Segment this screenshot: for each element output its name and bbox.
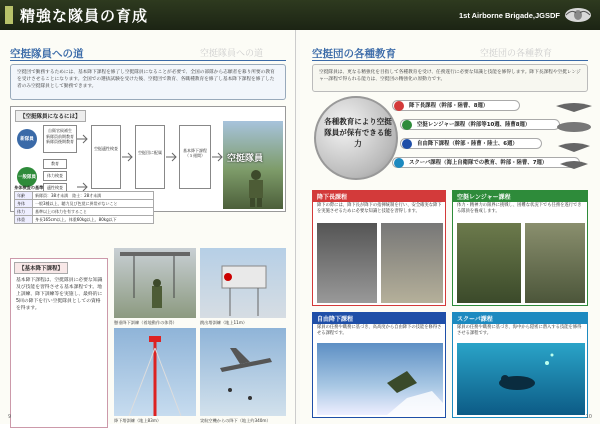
basic-course-title: 【基本降下課程】 — [14, 262, 68, 274]
new-recruit-badge: 新隊員 — [17, 129, 37, 149]
jump-tower-photo — [200, 248, 286, 318]
course-pill-scuba: スクーバ課程（海上自衛隊での教育、幹部・陸曹、7週） — [392, 157, 580, 168]
right-ghost-title: 空挺団の各種教育 — [480, 49, 553, 59]
right-page — [300, 30, 600, 424]
result-label: 空挺隊員 — [227, 154, 264, 164]
flow-aptitude-check: 空挺適性検査 — [91, 125, 121, 189]
flow-assigned: 空挺団に配属 — [135, 125, 165, 189]
course-pill-jumpmaster: 降下長課程（幹部・陸曹、8週） — [392, 100, 520, 111]
right-intro: 空挺隊員は、更なる精強化を目指して各種教育を受け、任務遂行に必要な知識と技能を修得します。降下長課程や空挺レンジャー課程で得られる能力は、空挺団の精強化の原動力です。 — [312, 64, 588, 92]
aircraft-jump-photo — [200, 328, 286, 416]
freefall-photo — [317, 343, 443, 415]
descent-tower-photo — [114, 328, 196, 416]
left-ghost-title: 空挺隊員への道 — [200, 49, 264, 59]
card-ranger: 空挺レンジャー課程 体力・精神力の限界に挑戦し、困難な状況下でも任務を遂行できる隊員を養成します。 — [452, 190, 588, 306]
caption-jump-tower: 跳出塔訓練（地上11m） — [200, 320, 248, 325]
page-title: 精強な隊員の育成 — [20, 8, 149, 25]
card-freefall: 自由降下課程 隊員の任務や職務に基づき、高高度から自由降下の技能を修得させる課程です。 — [312, 312, 446, 418]
harness-training-photo — [114, 248, 196, 318]
header-accent — [5, 6, 13, 24]
flow-basic-course: 基本降下課程（５週間） — [179, 125, 211, 189]
jumpmaster-photo-2 — [381, 223, 443, 303]
course-pill-freefall: 自由降下課程（幹部・陸曹・陸士、6週） — [400, 138, 542, 149]
brigade-name: 1st Airborne Brigade,JGSDF — [459, 11, 560, 20]
paratrooper-photo — [223, 121, 283, 209]
flow-physical-test: 体力検査 — [43, 171, 67, 181]
caption-descent-tower: 降下塔訓練（地上83m） — [114, 418, 162, 423]
table-row: 身体 一般3種以上、聴力及び色覚に異常がないこと — [15, 200, 154, 208]
ranger-photo-1 — [457, 223, 521, 303]
left-page-number: 9 — [8, 414, 12, 420]
right-page-number: 10 — [585, 414, 592, 420]
table-row: 体力 基準以上の体力を有すること — [15, 208, 154, 216]
card-jumpmaster: 降下長課程 降下の際には、降下長が降下の指揮統制を行い、安全確実な降下を実施させるために必要な知識と技能を習得します。 — [312, 190, 446, 306]
right-section-title: 空挺団の各種教育 — [312, 48, 396, 60]
jumpmaster-photo-1 — [317, 223, 377, 303]
flow-box-title: 【空挺隊員になるには】 — [15, 110, 86, 122]
flow-education: 教育 — [43, 159, 67, 169]
table-row: 体重 身長165cm以上、体重60kg以上、80kg以下 — [15, 216, 154, 224]
table-row: 年齢 新隊員：38才未満 陸士：28才未満 — [15, 192, 154, 200]
caption-harness: 懸垂降下訓練（着地動作の体得） — [114, 320, 177, 325]
flow-aptitude-test: 適性検査 — [43, 183, 67, 193]
requirements-table — [14, 191, 154, 224]
left-section-title: 空挺隊員への道 — [10, 48, 84, 60]
left-page — [0, 30, 296, 424]
soldier-silhouette — [241, 169, 271, 207]
header-banner — [0, 0, 600, 30]
general-member-badge: 一般隊員 — [17, 167, 37, 187]
left-intro: 空挺団で勤務するためには、基本降下課程を修了し空挺隊員になることが必要で、全国の部隊から志願者を募り所要の教育を受けさせることになります。全国での選抜試験を受けた後、空挺団で教育、各職種教育を修了し基本降下課程を修了した者のみ空挺隊員として勤務できます。 — [10, 64, 286, 100]
flow-recruit-training: 自衛官候補生 新隊員前期教育 新隊員後期教育 — [43, 125, 77, 153]
flow-arrows — [77, 129, 89, 199]
card-scuba: スクーバ課程 隊員の任務や職務に基づき、海中から隠密に潜入する技能を修得させる課程です。 — [452, 312, 588, 418]
basic-course-box — [10, 258, 108, 428]
course-pill-ranger: 空挺レンジャー課程（幹部等10週、陸曹8週） — [400, 119, 560, 130]
medallion-text: 各種教育により空挺隊員が保有できる能力 — [324, 117, 392, 148]
scuba-photo — [457, 343, 585, 415]
airborne-wings-icon — [564, 6, 592, 24]
caption-aircraft-jump: 実航空機からの降下（地上約340m） — [200, 418, 271, 423]
requirements-title: 身体検査の基準 — [14, 185, 44, 190]
ability-medallion — [314, 96, 398, 180]
flow-arrow-3 — [166, 152, 178, 162]
flow-arrow-2 — [122, 152, 134, 162]
basic-course-text: 基本降下課程は、空挺隊員に必要な知識及び技能を習得させる基本課程です。地上訓練、降下訓練等を実施し、最終的に5回の降下を行い空挺隊員としての資格を得ます。 — [16, 278, 103, 311]
insignia-icons — [554, 100, 594, 170]
ranger-photo-2 — [525, 223, 585, 303]
